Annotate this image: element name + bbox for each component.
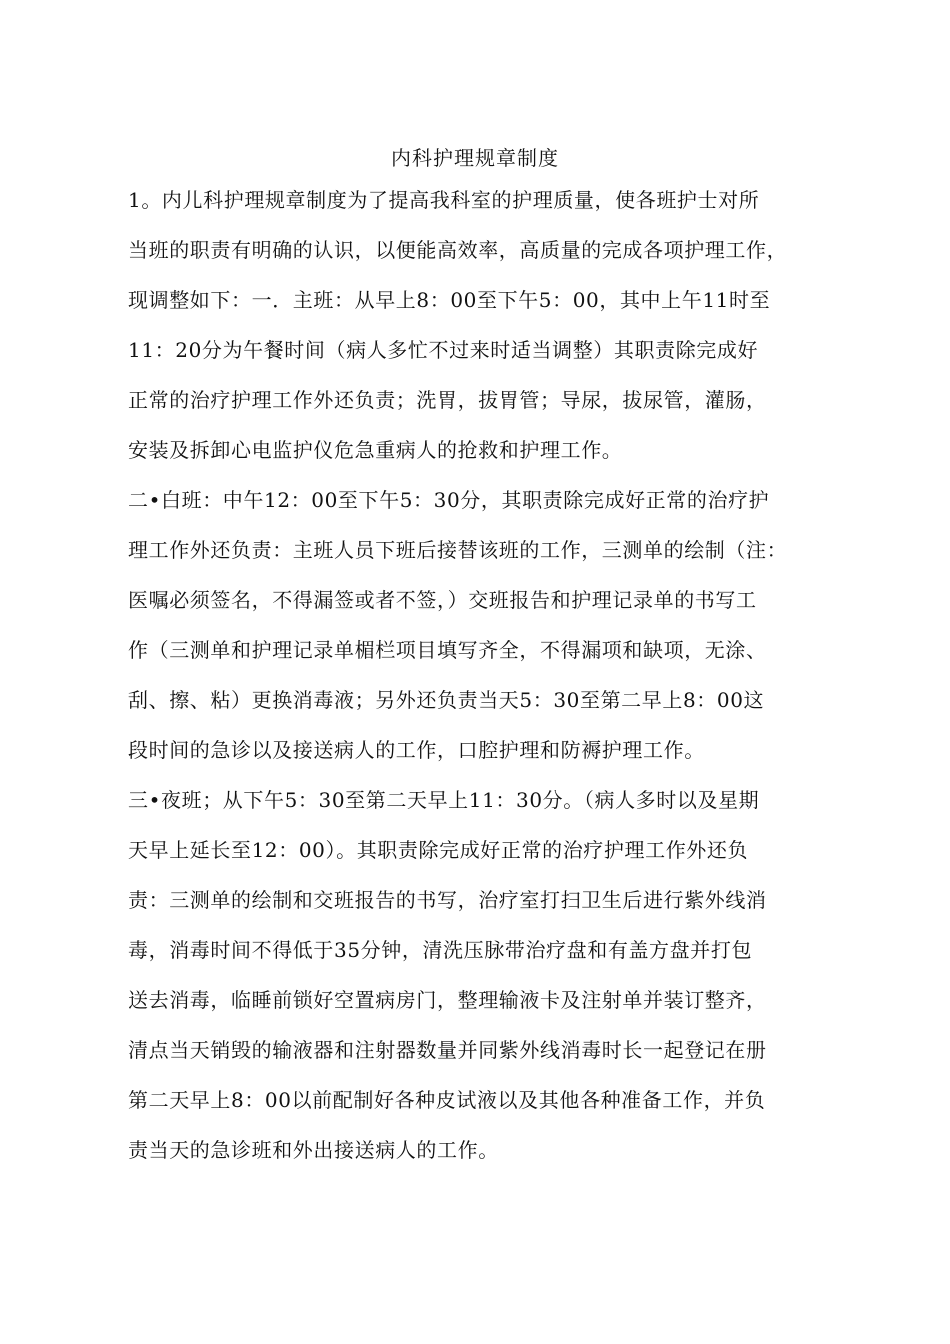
body-line: 送去消毒，临睡前锁好空置病房门，整理输液卡及注射单并装订整齐，	[128, 988, 767, 1012]
body-line: 作（三测单和护理记录单楣栏项目填写齐全，不得漏项和缺项，无涂、	[128, 638, 767, 662]
body-line: 1。内儿科护理规章制度为了提高我科室的护理质量，使各班护士对所	[128, 188, 760, 212]
document-title: 内科护理规章制度	[391, 146, 559, 170]
document-body	[128, 182, 848, 1182]
body-line: 清点当天销毁的输液器和注射器数量并同紫外线消毒时长一起登记在册	[128, 1038, 767, 1062]
body-line: 责：三测单的绘制和交班报告的书写，治疗室打扫卫生后进行紫外线消	[128, 888, 767, 912]
body-line: 天早上延长至12：00）。其职责除完成好正常的治疗护理工作外还负	[128, 838, 749, 862]
body-line: 医嘱必须签名，不得漏签或者不签，）交班报告和护理记录单的书写工	[128, 588, 757, 612]
body-line: 理工作外还负责：主班人员下班后接替该班的工作，三测单的绘制（注：	[128, 538, 788, 562]
body-line: 正常的治疗护理工作外还负责；洗胃，拔胃管；导尿，拔尿管，灌肠，	[128, 388, 767, 412]
body-line: 11：20分为午餐时间（病人多忙不过来时适当调整）其职责除完成好	[128, 338, 759, 362]
body-line: 毒，消毒时间不得低于35分钟，清洗压脉带治疗盘和有盖方盘并打包	[128, 938, 753, 962]
body-line: 现调整如下：一．主班：从早上8：00至下午5：00，其中上午11时至	[128, 288, 771, 312]
body-line: 三•夜班；从下午5：30至第二天早上11：30分。（病人多时以及星期	[128, 788, 760, 812]
body-line: 段时间的急诊以及接送病人的工作，口腔护理和防褥护理工作。	[128, 738, 705, 762]
body-line: 第二天早上8：00以前配制好各种皮试液以及其他各种准备工作，并负	[128, 1088, 766, 1112]
body-line: 责当天的急诊班和外出接送病人的工作。	[128, 1138, 499, 1162]
body-line: 二•白班：中午12：00至下午5：30分，其职责除完成好正常的治疗护	[128, 488, 770, 512]
body-line: 刮、擦、粘）更换消毒液；另外还负责当天5：30至第二早上8：00这	[128, 688, 765, 712]
body-line: 当班的职责有明确的认识，以便能高效率，高质量的完成各项护理工作，	[128, 238, 788, 262]
body-line: 安装及拆卸心电监护仪危急重病人的抢救和护理工作。	[128, 438, 623, 462]
